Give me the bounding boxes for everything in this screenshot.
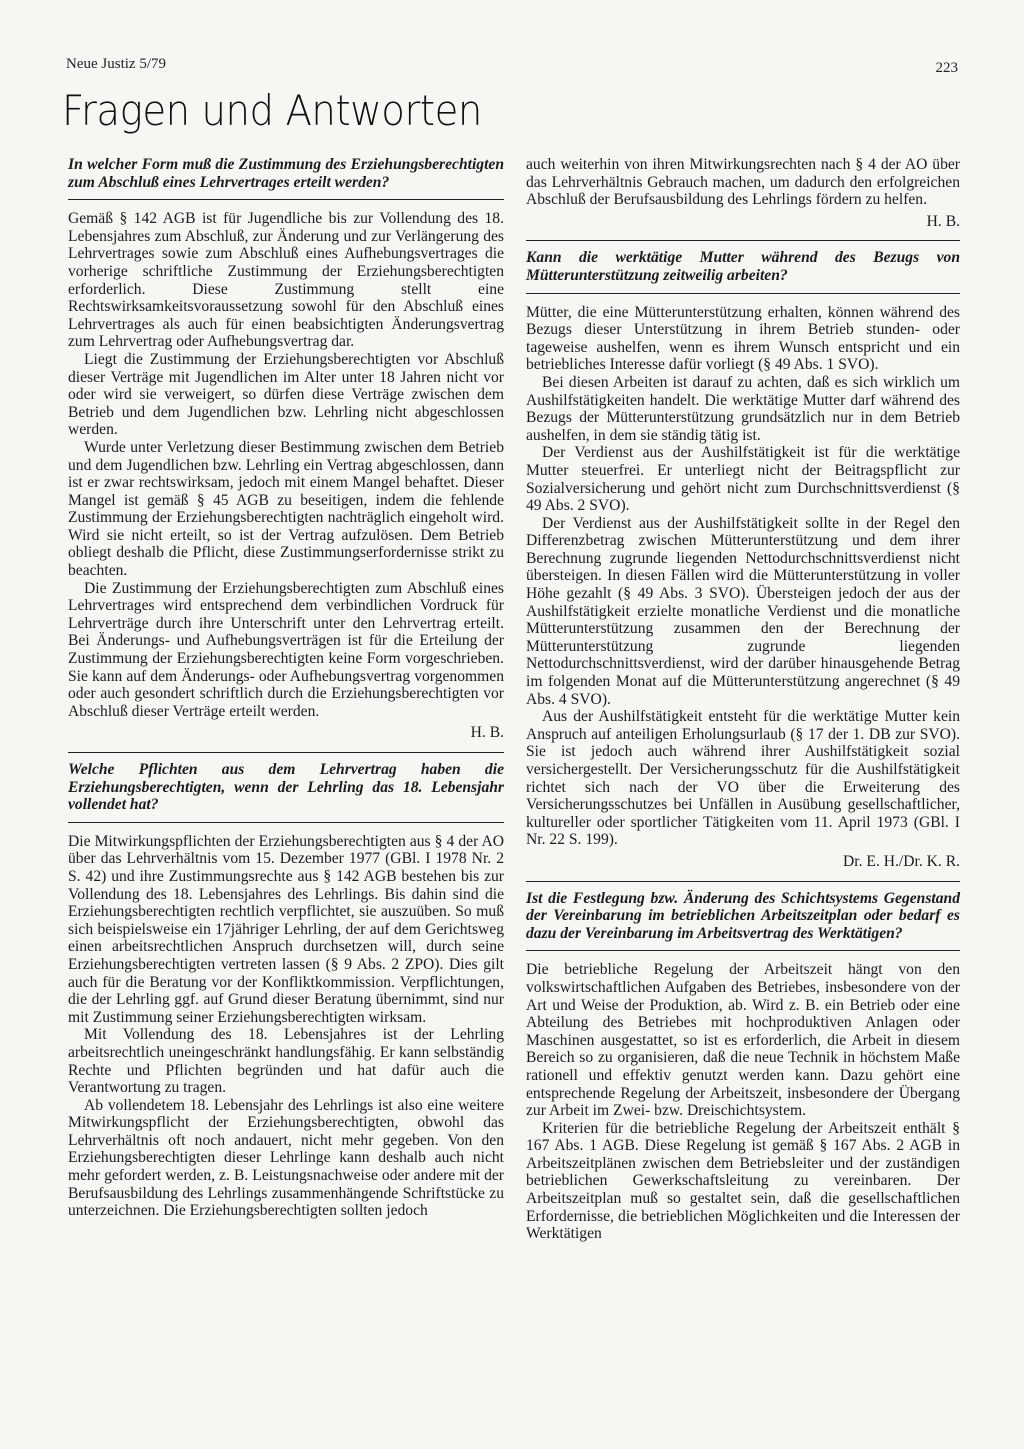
left-column [68,156,504,1220]
answer-paragraph-continued: auch weiterhin von ihren Mitwirkungsrechten nach § 4 der AO über das Lehrverhältnis Gebrauch machen, um dadurch den erfolgreichen Abschluß der Berufsausbildung des Lehrlings fördern zu helfen. [526,156,960,209]
question-heading: Welche Pflichten aus dem Lehrvertrag haben die Erziehungsberechtigten, wenn der Lehrling das 18. Lebensjahr vollendet hat? [68,752,504,823]
author-signature: H. B. [926,212,960,230]
answer-paragraph: Mit Vollendung des 18. Lebensjahres ist der Lehrling arbeitsrechtlich uneingeschränkt handlungsfähig. Er kann selbständig Rechte und Pflichten begründen und hat dafür auch die Verantwortung zu tragen. [68,1026,504,1097]
running-header [66,56,958,82]
answer-paragraph: Gemäß § 142 AGB ist für Jugendliche bis zur Vollendung des 18. Lebensjahres zum Abschluß, zur Änderung und zur Verlängerung des Lehrvertrages sowie zum Abschluß eines Aufhebungsvertrages die vorherige schriftliche Zustimmung der Erziehungsberechtigten erforderlich. Diese Zustimmung stellt eine Rechtswirksamkeitsvoraussetzung sowohl für den Abschluß eines Lehrvertrages als auch für einen beabsichtigten Änderungsvertrag zum Lehrvertrag oder Aufhebungsvertrag dar. [68,210,504,351]
answer-paragraph: Die Zustimmung der Erziehungsberechtigten zum Abschluß eines Lehrvertrages wird entsprechend dem verbindlichen Vordruck für Lehrverträge durch ihre Unterschrift unter den Lehrvertrag erteilt. Bei Änderungs- und Aufhebungsverträgen ist für die Erteilung der Zustimmung der Erziehungsberechtigten keine Form vorgeschrieben. Sie kann auf dem Änderungs- oder Aufhebungsvertrag vorgenommen oder auch gesondert schriftlich durch die Erziehungsberechtigten vor Abschluß dieser Verträge erteilt werden. [68,579,504,720]
answer-paragraph: Liegt die Zustimmung der Erziehungsberechtigten vor Abschluß dieser Verträge mit Jugendlichen im Alter unter 18 Jahren nicht vor oder wird sie verweigert, so dürfen diese Verträge zwischen dem Betrieb und dem Jugendlichen bzw. Lehrling nicht abgeschlossen werden. [68,350,504,439]
answer-paragraph: Bei diesen Arbeiten ist darauf zu achten, daß es sich wirklich um Aushilfstätigkeiten handelt. Die werktätige Mutter darf während des Bezugs der Mütterunterstützung grundsätzlich nur in dem Betrieb aushelfen, in dem sie ständig tätig ist. [526,373,960,444]
author-signature: Dr. E. H./Dr. K. R. [843,852,960,870]
answer-paragraph: Der Verdienst aus der Aushilfstätigkeit sollte in der Regel den Differenzbetrag zwischen Mütterunterstützung und dem ihrer Berechnung zugrunde liegenden Nettodurchschnittsverdienst nicht übersteigen. In diesen Fällen wird die Mütterunterstützung in voller Höhe gezahlt (§ 49 Abs. 3 SVO). Übersteigen jedoch der aus der Aushilfstätigkeit erzielte monatliche Verdienst und die monatliche Mütterunterstützung zusammen den der Berechnung der Mütterunterstützung zugrunde liegenden Nettodurchschnittsverdienst, wird der darüber hinausgehende Betrag im folgenden Monat auf die Mütterunterstützung angerechnet (§ 49 Abs. 4 SVO). [526,514,960,708]
answer-paragraph: Der Verdienst aus der Aushilfstätigkeit ist für die werktätige Mutter steuerfrei. Er unterliegt nicht der Beitragspflicht zur Sozialversicherung und gehört nicht zum Durchschnittsverdienst (§ 49 Abs. 2 SVO). [526,444,960,515]
page-number: 223 [935,60,958,76]
author-signature: H. B. [470,724,504,742]
answer-paragraph: Kriterien für die betriebliche Regelung der Arbeitszeit enthält § 167 Abs. 1 AGB. Diese Regelung ist gemäß § 167 Abs. 2 AGB in Arbeitszeitplänen zwischen dem Betriebsleiter und der zuständigen betrieblichen Gewerkschaftsleitung zu vereinbaren. Der Arbeitszeitplan muß so gestaltet sein, daß die gesellschaftlichen Erfordernisse, die betrieblichen Möglichkeiten und die Interessen der Werktätigen [526,1119,960,1243]
answer-paragraph: Aus der Aushilfstätigkeit entsteht für die werktätige Mutter kein Anspruch auf anteiligen Erholungsurlaub (§ 17 der 1. DB zur SVO). Sie ist jedoch auch während ihrer Aushilfstätigkeit sozial versichergestellt. Der Versicherungsschutz für die Aushilfstätigkeit richtet sich nach der VO über die Erweiterung des Versicherungsschutzes bei Unfällen in Ausübung gesellschaftlicher, kultureller oder sportlicher Tätigkeiten vom 11. April 1973 (GBl. I Nr. 22 S. 199). [526,708,960,849]
question-heading: In welcher Form muß die Zustimmung des Erziehungsberechtigten zum Abschluß eines Lehrvertrages erteilt werden? [68,156,504,200]
question-heading: Kann die werktätige Mutter während des Bezugs von Mütterunterstützung zeitweilig arbeiten? [526,240,960,293]
section-title: Fragen und Antworten [62,86,482,135]
right-column [526,156,960,1243]
answer-paragraph: Die Mitwirkungspflichten der Erziehungsberechtigten aus § 4 der AO über das Lehrverhältnis vom 15. Dezember 1977 (GBl. I 1978 Nr. 2 S. 42) und ihre Zustimmungsrechte aus § 142 AGB bestehen bis zur Vollendung des 18. Lebensjahres des Lehrlings. Bis dahin sind die Erziehungsberechtigten rechtlich verpflichtet, sie auszuüben. So muß sich beispielsweise ein 17jähriger Lehrling, der auf dem Gerichtsweg einen arbeitsrechtlichen Anspruch durchsetzen will, durch seine Erziehungsberechtigten vertreten lassen (§ 9 Abs. 2 ZPO). Dies gilt auch für die Beratung vor der Konfliktkommission. Verpflichtungen, die der Lehrling ggf. auf Grund dieser Beratung übernimmt, sind nur mit Zustimmung seiner Erziehungsberechtigten wirksam. [68,832,504,1026]
journal-title: Neue Justiz 5/79 [66,56,166,72]
question-heading: Ist die Festlegung bzw. Änderung des Schichtsystems Gegenstand der Vereinbarung im betrieblichen Arbeitszeitplan oder bedarf es dazu der Vereinbarung im Arbeitsvertrag des Werktätigen? [526,881,960,952]
answer-paragraph: Die betriebliche Regelung der Arbeitszeit hängt von den volkswirtschaftlichen Aufgaben des Betriebes, insbesondere von der Art und Weise der Produktion, ab. Wird z. B. ein Betrieb oder eine Abteilung des Betriebes mit hochproduktiven Anlagen oder Maschinen ausgestattet, so ist es erforderlich, die Arbeit in diesem Bereich so zu organisieren, daß die neue Technik in höchstem Maße rationell und effektiv genutzt werden kann. Dazu gehört eine entsprechende Regelung der Arbeitszeit, insbesondere der Übergang zur Arbeit im Zwei- bzw. Dreischichtsystem. [526,961,960,1120]
answer-paragraph: Wurde unter Verletzung dieser Bestimmung zwischen dem Betrieb und dem Jugendlichen bzw. Lehrling ein Vertrag abgeschlossen, dann ist er zwar rechtswirksam, jedoch mit einem Mangel behaftet. Dieser Mangel ist gemäß § 45 AGB zu beseitigen, indem die fehlende Zustimmung der Erziehungsberechtigten nachträglich eingeholt wird. Wird sie nicht erteilt, so ist der Vertrag aufzulösen. Dem Betrieb obliegt deshalb die Pflicht, diese Zustimmungserfordernisse strikt zu beachten. [68,438,504,580]
answer-paragraph: Ab vollendetem 18. Lebensjahr des Lehrlings ist also eine weitere Mitwirkungspflicht der Erziehungsberechtigten, obwohl das Lehrverhältnis oft noch andauert, nicht mehr gegeben. Von den Erziehungsberechtigten dieser Lehrlinge kann deshalb auch nicht mehr gefordert werden, z. B. Leistungsnachweise oder andere mit der Berufsausbildung des Lehrlings zusammenhängende Schriftstücke zu unterzeichnen. Die Erziehungsberechtigten sollten jedoch [68,1096,504,1220]
answer-paragraph: Mütter, die eine Mütterunterstützung erhalten, können während des Bezugs dieser Unterstützung in ihrem Betrieb stunden- oder tageweise aushelfen, wenn es ihrem Wunsch entspricht und ein betriebliches Interesse dafür vorliegt (§ 49 Abs. 1 SVO). [526,303,960,374]
